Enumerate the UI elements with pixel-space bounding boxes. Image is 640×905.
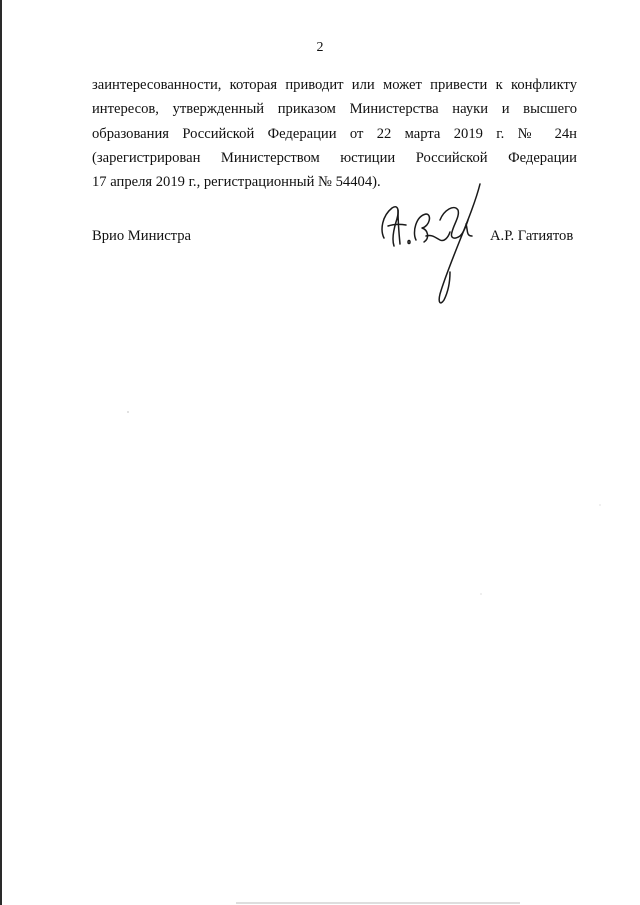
signer-position: Врио Министра	[92, 228, 191, 244]
paragraph-line: образования Российской Федерации от 22 марта 2019 г. № 24н	[92, 125, 577, 142]
signer-name: А.Р. Гатиятов	[490, 228, 574, 244]
paragraph-line: интересов, утвержденный приказом Министерства науки и высшего	[92, 101, 577, 118]
page-number: 2	[316, 40, 324, 55]
body-paragraph	[92, 73, 577, 194]
paragraph-line: 17 апреля 2019 г., регистрационный № 54404).	[92, 174, 381, 191]
paragraph-line: заинтересованности, которая приводит или может привести к конфликту	[92, 77, 577, 93]
handwritten-signature	[368, 180, 488, 310]
paragraph-line: (зарегистрирован Министерством юстиции Российской Федерации	[92, 149, 577, 166]
scan-edge-shadow	[0, 0, 2, 905]
